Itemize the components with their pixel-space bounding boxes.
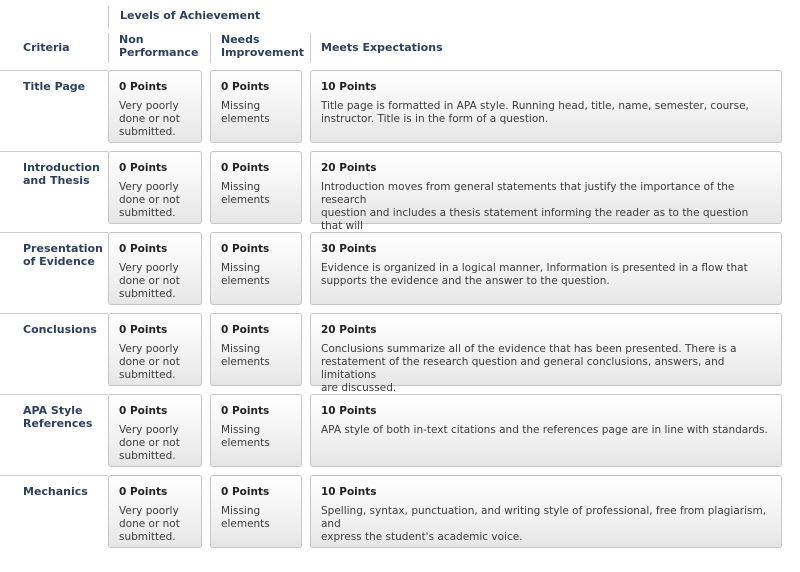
cell-text-line: supports the evidence and the answer to the question. — [321, 275, 610, 287]
level-header-line2: Improvement — [221, 46, 305, 59]
criteria-column-header — [23, 33, 70, 54]
points-value: 0 Points — [221, 486, 270, 498]
level-header-needs-improvement — [210, 33, 304, 63]
cell-meets-expectations — [310, 475, 782, 548]
points-value: 0 Points — [119, 81, 168, 93]
cell-text-line: instructor. Title is in the form of a question. — [321, 113, 549, 125]
cell-non-performance — [108, 394, 202, 467]
criterion-line2: of Evidence — [23, 255, 95, 268]
cell-text-line: Missing — [221, 424, 261, 436]
criterion-label — [0, 313, 108, 386]
cell-non-performance — [108, 151, 202, 224]
cell-text-line: submitted. — [119, 288, 176, 300]
cell-text-line: done or not — [119, 194, 180, 206]
cell-needs-improvement — [210, 70, 302, 143]
criteria-header-label: Criteria — [23, 41, 70, 54]
cell-text-line: Very poorly — [119, 262, 179, 274]
points-value: 10 Points — [321, 486, 377, 498]
criterion-line2: References — [23, 417, 93, 430]
cell-text-line: Introduction moves from general statements that justify the importance of the research — [321, 181, 735, 206]
cell-text-line: are discussed. — [321, 382, 397, 394]
level-header-line1: Needs — [221, 33, 260, 46]
cell-text-line: APA style of both in-text citations and the references page are in line with standards. — [321, 424, 768, 436]
cell-text-line: question and includes a thesis statement informing the reader as to the question that will — [321, 207, 749, 232]
levels-of-achievement-heading: Levels of Achievement — [108, 6, 260, 28]
cell-text-line: elements — [221, 356, 270, 368]
criterion-label — [0, 151, 108, 224]
cell-text-line: submitted. — [119, 207, 176, 219]
cell-meets-expectations — [310, 394, 782, 467]
cell-non-performance — [108, 232, 202, 305]
cell-text-line: Spelling, syntax, punctuation, and writing style of professional, free from plagiarism, and — [321, 505, 767, 530]
cell-meets-expectations — [310, 313, 782, 394]
cell-meets-expectations — [310, 151, 782, 232]
criterion-line1: Mechanics — [23, 485, 88, 498]
cell-non-performance — [108, 475, 202, 548]
criterion-label — [0, 70, 108, 143]
cell-text-line: done or not — [119, 518, 180, 530]
cell-meets-expectations — [310, 232, 782, 305]
rubric-row-mechanics — [0, 475, 800, 548]
points-value: 0 Points — [119, 162, 168, 174]
cell-text-line: submitted. — [119, 450, 176, 462]
criterion-line1: Conclusions — [23, 323, 97, 336]
cell-text-line: restatement of the research question and general conclusions, answers, and limitations — [321, 356, 725, 381]
criterion-line1: Title Page — [23, 80, 86, 93]
cell-needs-improvement — [210, 232, 302, 305]
points-value: 30 Points — [321, 243, 377, 255]
cell-text-line: express the student's academic voice. — [321, 531, 523, 543]
cell-text-line: Very poorly — [119, 181, 179, 193]
rubric-row-apa-style-references — [0, 394, 800, 467]
cell-text-line: elements — [221, 437, 270, 449]
points-value: 0 Points — [221, 243, 270, 255]
cell-non-performance — [108, 70, 202, 143]
cell-text-line: elements — [221, 113, 270, 125]
level-header-line1: Non — [119, 33, 144, 46]
criterion-label — [0, 475, 108, 548]
cell-text-line: submitted. — [119, 126, 176, 138]
cell-text-line: Missing — [221, 100, 261, 112]
level-header-line2: Performance — [119, 46, 199, 59]
cell-needs-improvement — [210, 313, 302, 386]
points-value: 20 Points — [321, 162, 377, 174]
points-value: 20 Points — [321, 324, 377, 336]
cell-needs-improvement — [210, 151, 302, 224]
rubric-row-title-page — [0, 70, 800, 143]
criterion-line1: Presentation — [23, 242, 103, 255]
cell-text-line: Evidence is organized in a logical manner, Information is presented in a flow that — [321, 262, 748, 274]
cell-text-line: submitted. — [119, 369, 176, 381]
level-header-line1: Meets Expectations — [321, 41, 443, 54]
cell-text-line: Very poorly — [119, 343, 179, 355]
points-value: 0 Points — [221, 81, 270, 93]
cell-text-line: elements — [221, 275, 270, 287]
level-header-non-performance — [108, 33, 198, 63]
cell-text-line: Conclusions summarize all of the evidence that has been presented. There is a — [321, 343, 737, 355]
cell-text-line: elements — [221, 194, 270, 206]
rubric-row-presentation-evidence — [0, 232, 800, 305]
cell-text-line: Very poorly — [119, 100, 179, 112]
criterion-line1: APA Style — [23, 404, 83, 417]
cell-text-line: elements — [221, 518, 270, 530]
points-value: 0 Points — [119, 324, 168, 336]
cell-needs-improvement — [210, 394, 302, 467]
cell-non-performance — [108, 313, 202, 386]
cell-text-line: done or not — [119, 113, 180, 125]
points-value: 10 Points — [321, 81, 377, 93]
cell-text-line: Missing — [221, 262, 261, 274]
level-header-meets-expectations — [310, 33, 443, 63]
cell-text-line: done or not — [119, 275, 180, 287]
cell-text-line: submitted. — [119, 531, 176, 543]
criterion-line2: and Thesis — [23, 174, 90, 187]
cell-text-line: Very poorly — [119, 505, 179, 517]
cell-text-line: Missing — [221, 505, 261, 517]
points-value: 0 Points — [119, 405, 168, 417]
criterion-label — [0, 394, 108, 467]
points-value: 0 Points — [119, 243, 168, 255]
criterion-label — [0, 232, 108, 305]
cell-text-line: done or not — [119, 356, 180, 368]
cell-needs-improvement — [210, 475, 302, 548]
criterion-line1: Introduction — [23, 161, 100, 174]
points-value: 10 Points — [321, 405, 377, 417]
cell-text-line: done or not — [119, 437, 180, 449]
points-value: 0 Points — [221, 162, 270, 174]
rubric-row-conclusions — [0, 313, 800, 394]
rubric-row-introduction-thesis — [0, 151, 800, 232]
cell-meets-expectations — [310, 70, 782, 143]
points-value: 0 Points — [221, 324, 270, 336]
cell-text-line: Missing — [221, 343, 261, 355]
cell-text-line: Title page is formatted in APA style. Running head, title, name, semester, course, — [321, 100, 749, 112]
points-value: 0 Points — [119, 486, 168, 498]
cell-text-line: Missing — [221, 181, 261, 193]
points-value: 0 Points — [221, 405, 270, 417]
cell-text-line: Very poorly — [119, 424, 179, 436]
